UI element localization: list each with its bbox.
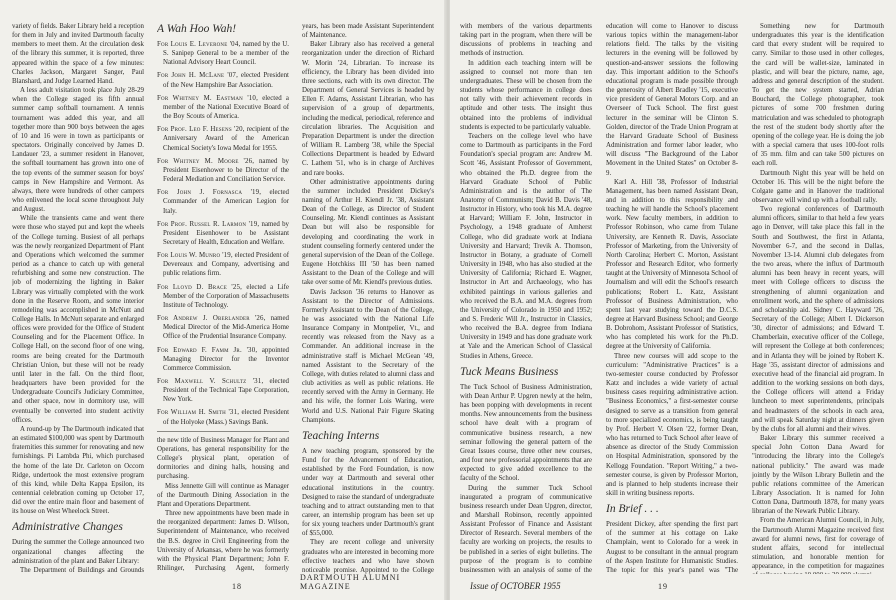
notice-item <box>157 40 289 67</box>
notice-text: elected a member of the National Executive Board of the Boy Scouts of America. <box>163 94 289 121</box>
page-number-right: 19 <box>658 582 668 591</box>
notice-text: recipient of the Anniversary Award of the American Chemical Society's Iowa Medal for 1955. <box>163 126 289 152</box>
notice-text: named by President Eisenhower to be Assistant Secretary of Health, Education and Welfare. <box>163 220 289 246</box>
notice-item <box>157 251 289 278</box>
notice-name: For Andrew J. Oberlander '26, <box>157 315 266 323</box>
notice-text: elected President of Devereaux and Company, advertising and public relations firm. <box>163 252 289 278</box>
body-paragraph: The Department of Buildings and Grounds <box>20 566 144 574</box>
notices-list <box>157 40 289 427</box>
body-paragraph: They are recent college and university graduates who are interested in becoming more effective teachers and who have shown noticeable promise. Appointed to the College <box>302 539 434 574</box>
right-column-2 <box>606 22 738 574</box>
notice-text: elected a Life Member of the Corporation of Massachusetts Institute of Technology. <box>163 283 289 309</box>
notice-name: For Maxwell V. Schultz '31, <box>157 378 264 385</box>
notice-name: For Whitney M. Moore '26, <box>157 157 255 165</box>
notice-item <box>157 220 289 247</box>
body-paragraph: While the transients came and went there were those who stayed put and kept the wheels of the College turning. Busiest of all perhaps was the newly reorganized Department of Plant and Operations which welcomed the summer period as a chance to catch up with general refurbishing and some new construction. The job of modernizing the lighting in Baker Library was virtually completed with the work done in the Reserve Room, and some interior remodeling was accomplished in McNutt and College Halls. In McNutt separate and enlarged offices were provided for the Office of Student Counseling and for the Placement Office. In College Hall, on the second floor of one wing, rooms are being created for the Dartmouth Christian Union, but these will not be ready until later in the fall. On the third floor, headquarters have been provided for the Undergraduate Council's Judiciary Committee, and other space, now in dormitory use, will eventually be converted into student activity offices. <box>12 215 144 424</box>
notice-text: named by the U. S. Sanipep General to be a member of the National Advisory Heart Council. <box>163 41 289 67</box>
notice-text: elected President of the New Hampshire Bar Association. <box>163 72 289 89</box>
body-paragraph: Two regional conferences of Dartmouth alumni officers, similar to that held a few years ago in Denver, will take place this fall in the South and Southwest, the first in Atlanta, November 6-7, and the second in Dallas, November 13-14. Alumni club delegates from the two areas, where the influx of Dartmouth alumni has been heavy in recent years, will meet with College officers to discuss the strengthening of alumni organization and enrollment work, and the sphere of admissions and scholarship aid. Sidney C. Hayward '26, Secretary of the College; Albert I. Dickerson '30, director of admissions; and Edward T. Chamberlain, executive officer of the College, will represent the College at both conferences; and in Atlanta they will be joined by Robert K. Hage '35, assistant director of admissions and executive head of the financial aid program. In addition to the working sessions on both days, the College officers will attend a Friday luncheon to meet superintendents, principals and headmasters of the schools in each area, and will speak Saturday night at dinners given by the clubs for all alumni and their wives. <box>752 206 884 433</box>
body-paragraph: the new title of Business Manager for Plant and Operations, has general responsibility for the College's physical plant, operation of dormitories and dining halls, housing and purchasing. <box>157 436 289 481</box>
notice-item <box>157 346 289 373</box>
notice-name: For Prof. Russel R. Larmon '19, <box>157 220 260 228</box>
notice-name: For William H. Smith '31, <box>157 409 240 417</box>
notice-text: named Medical Director of the Mid-America Home Office of the Prudential Insurance Company. <box>163 315 289 341</box>
body-paragraph: variety of fields. Baker Library held a reception for them in July and invited Dartmouth faculty members to meet them. At the circulation desk of the library this summer, it is reported, three appeared within the space of a few minutes: Charles Jackson, Margaret Sanger, Paul Blanshard, and Judge Learned Hand. <box>12 23 144 85</box>
section-heading-teaching-interns: Teaching Interns <box>302 429 380 442</box>
section-heading-tuck-means-business: Tuck Means Business <box>460 365 559 378</box>
notice-name: For John J. Fornasca '19, <box>157 189 262 197</box>
notice-name: For Edward F. Famm Jr. '30, <box>157 346 258 354</box>
body-paragraph: Baker Library also has received a general reorganization under the direction of Richard W. Morin '24, Librarian. To increase its efficiency, the Library has been divided into three sections, each with its own director. The Department of General Services is headed by Ellen F. Adams, Assistant Librarian, who has supervision of a group of departments, including the medical, periodical, reference and circulation libraries. The Acquisition and Preparation Department is under the direction of William R. Lamberg '38, while the Special Collections Department is headed by Edward C. Lathem '51, who is in charge of Archives and rare books. <box>302 41 434 177</box>
right-column-1 <box>460 22 592 574</box>
body-paragraph: Three new courses will add scope to the curriculum: "Administrative Practices" is a two-semester course conducted by Professor Katz and includes a wide variety of actual business cases requiring administrative action. "Business Economics," a first-semester course designed to serve as a transition from general to more specialized economics, is being taught by Prof. Herbert V. Olsen '22, former Dean, who has returned to Tuck School after leave of absence as director of the Study Commission on Hospital Administration, sponsored by the Kellogg Foundation. "Report Writing," a two-semester course, is given by Professor Morton, and is planned to help students increase their skill in writing business reports. <box>606 352 738 497</box>
left-column-1 <box>12 22 144 574</box>
body-paragraph: Baker Library this summer received a special John Cotton Dana Award for "introducing the library into the College's national publicity." The award was made jointly by the Wilson Library Bulletin and the public relations committee of the American Library Association. It is named for John Cotton Dana, Dartmouth 1878, for many years librarian of the Newark Public Library. <box>752 435 884 516</box>
notice-text: appointed Managing Director for the Inventor Commerce Commission. <box>163 346 289 372</box>
left-page <box>0 0 446 600</box>
body-paragraph: During the summer Tuck School inaugurated a program of communicative business research under Dean Upgren, director, and Marshall Robinson, recently appointed Assistant Professor of Finance and Assistant Director of Research. Several members of the faculty are working on projects, the results to be published in a series of eight bulletins. The purpose of the program is to combine businessmen with an analysis of some of the <box>460 484 592 574</box>
right-column-3 <box>752 22 884 574</box>
notice-name: For Louis W. Munro '19, <box>157 252 233 260</box>
section-heading-wah-hoo-wah: A Wah Hoo Wah! <box>157 23 237 35</box>
notice-item <box>157 125 289 152</box>
body-paragraph: President Dickey, after spending the first part of the summer at his cottage on Lake Champlain, went to Colorado for a week in August to be consultant in the annual program of the Aspen Institute for Humanistic Studies. The topic for this year's panel was "The <box>606 521 738 574</box>
body-paragraph: years, has been made Assistant Superintendent of Maintenance. <box>302 23 434 40</box>
issue-line: Issue of OCTOBER 1955 <box>470 581 561 591</box>
notice-name: For Prof. Leo F. Hesens '20, <box>157 126 245 134</box>
notice-text: elected President of the Holyoke (Mass.) Savings Bank. <box>163 409 289 426</box>
notice-text: named by President Eisenhower to be Director of the Federal Mediation and Conciliation Service. <box>163 157 289 184</box>
body-paragraph: Karl A. Hill '38, Professor of Industrial Management, has been named Assistant Dean, and in addition to this responsibility and teaching he will handle the School's placement work. New faculty members, in addition to Professor Robinson, who came from Tulane University, are Kenneth R. Davis, Associate Professor of Marketing, from the University of North Carolina; Herbert C. Morton, Assistant Professor and Research Editor, who formerly taught at the University of Minnesota School of Journalism and will edit the School's research publications; Robert L. Katz, Assistant Professor of Business Administration, who spent last year studying toward the D.C.S. degree at Harvard Business School; and George B. Dobrohom, Assistant Professor of Statistics, who has completed his work for the Ph.D. degree at the University of California. <box>606 178 738 351</box>
notice-item <box>157 94 289 121</box>
notice-name: For Lloyd D. Brace '25, <box>157 283 243 291</box>
notice-item <box>157 188 289 215</box>
body-paragraph: with members of the various departments taking part in the program, when there will be discussions of problems in teaching and methods of instruction. <box>460 23 592 58</box>
body-paragraph: A round-up by The Dartmouth indicated that an estimated $100,000 was spent by Dartmouth fraternities this summer for renovating and new furnishings. Pi Lambda Phi, which purchased the home of the late Dr. Carleton on Occom Ridge, undertook the most extensive program of this kind, while Delta Kappa Epsilon, its centennial celebration coming up October 17, did over the entire main floor and basement of its house on West Wheelock Street. <box>12 425 144 516</box>
notice-item <box>157 157 289 184</box>
body-paragraph: education will come to Hanover to discuss various topics within the management-labor relations field. The talks by the visiting lecturers in the evening will be followed by question-and-answer sessions the following day. This important addition to the School's educational program is made possible through the generosity of Albert Bradley '15, executive vice president of General Motors Corp. and an Overseer of Tuck School. The first guest lecturer in the seminar will be Clinton S. Golden, director of the Trade Union Program at the Harvard Graduate School of Business Administration and former labor leader, who will discuss "The Background of the Labor Movement in the United States" on October 8-9. <box>606 23 738 177</box>
body-paragraph: Three new appointments have been made in the reorganized department: James D. Wilson, Superintendent of Maintenance, who received the B.S. degree in Civil Engineering from the University of Arkansas, where he was formerly with the Physical Plant Department; John F. Rhilinger, Purchasing Agent, formerly <box>157 510 289 572</box>
left-column-2 <box>157 22 289 574</box>
section-heading-administrative-changes: Administrative Changes <box>12 521 123 534</box>
magazine-name: DARTMOUTH ALUMNI MAGAZINE <box>300 573 401 591</box>
body-paragraph: In addition each teaching intern will be assigned to counsel not more than ten undergraduates. These will be chosen from the students whose performance in college does not tally with their achievement records in aptitude and other tests. The insight thus obtained into the problems of individual students is expected to be particularly valuable. <box>460 59 592 131</box>
notice-item <box>157 314 289 341</box>
body-paragraph: A new teaching program, sponsored by the Fund for the Advancement of Education, established by the Ford Foundation, is now under way at Dartmouth and several other educational institutions in the country. Designed to raise the standard of undergraduate teaching and to attract outstanding men to that career, an internship program has been set up for six young teachers under Dartmouth's grant of $55,000. <box>302 447 434 538</box>
page-number-left: 18 <box>232 582 242 591</box>
body-paragraph: During the summer the College announced two organizational changes affecting the administration of the plant and Baker Library: <box>12 539 144 565</box>
notice-text: elected Commander of the American Legion for Italy. <box>163 189 289 215</box>
body-paragraph: Other administrative appointments during the summer included President Dickey's naming of Arthur H. Kiendl Jr. '38, Assistant Dean of the College, as Director of Student Counseling. Mr. Kiendl continues as Assistant Dean but will also be responsible for developing and coordinating the work in student counseling formerly centered under the general supervision of the Dean of the College. Eugene Hotchkiss III '50 has been named Assistant to the Dean of the College and will take over some of Mr. Kiendl's previous duties. <box>302 178 434 287</box>
notice-name: For Whitney M. Eastman '10, <box>157 94 258 102</box>
body-paragraph: From the American Alumni Council, in July, the Dartmouth Alumni Magazine received first award for alumni news, first for coverage of student affairs, second for intellectual stimulation, and honorable mention for appearance, in the competition for magazines <box>752 517 884 571</box>
body-paragraph: The Tuck School of Business Administration, with Dean Arthur P. Upgren newly at the helm, has been popping with developments in recent months. New announcements from the business school have dealt with a program of communicative business research, a new seminar following the general pattern of the Great Issues course, three other new courses, and four new professorial appointments that are expected to give added excellence to the faculty of the School. <box>460 383 592 483</box>
notice-text: elected President of the Technical Tape Corporation, New York. <box>163 378 289 404</box>
section-heading-in-brief: In Brief . . . <box>606 503 659 516</box>
body-paragraph: Teachers on the college level who have come to Dartmouth as participants in the Ford Foundation's special program are: Andrew M. Scott '46, Assistant Professor of Government, who obtained the Ph.D. degree from the Harvard Graduate School of Public Administration and is the author of The Anatomy of Communism; David B. Davis '48, Instructor in History, who took his M.A. degree at Harvard; William F. John, Instructor in Psychology, a 1948 graduate of Amherst College, who did graduate work at Indiana University and Harvard; Trevik A. Thomson, Instructor in Botany, a graduate of Cornell University in 1948, who has also studied at the University of California; Richard E. Wagner, Instructor in Art and Archaeology, who has exhibited paintings in various galleries and who received the B.A. and M.A. degrees from the University of Colorado in 1950 and 1952; and S. Frederic Will Jr., Instructor in Classics, who received the B.A. degree from Indiana University in 1949 and has done graduate work at Yale and the American School of Classical Studies in Athens, Greece. <box>460 132 592 360</box>
notice-name: For Louis E. Leverone '04, <box>157 41 241 48</box>
notice-item <box>157 408 289 426</box>
notice-item <box>157 377 289 404</box>
right-page <box>450 0 896 600</box>
left-column-3 <box>302 22 434 574</box>
divider <box>157 431 289 432</box>
body-paragraph: Dartmouth Night this year will be held on October 16. This will be the night before the Colgate game and in Hanover the traditional observance will wind up with a football rally. <box>752 169 884 204</box>
body-paragraph: Something new for Dartmouth undergraduates this year is the identification card that every student will be required to carry. Similar to those used in other colleges, the card will be wallet-size, laminated in plastic, and will bear the picture, name, age, address and general description of the student. To get the new system started, Adrian Bouchard, the College photographer, took pictures of some 700 freshmen during matriculation and was scheduled to photograph the rest of the student body shortly after the opening of the college year. He is doing the job with a special camera that uses 100-foot rolls of 35 mm. film and can take 500 pictures on each roll. <box>752 23 884 168</box>
body-paragraph: Davis Jackson '36 returns to Hanover as Assistant to the Director of Admissions. Formerly Assistant to the Dean of the College, he was associated with the National Life Insurance Company in Montpelier, Vt., and recently was released from the Navy as a Commander. An additional increase in the administrative staff is Michael McGean '49, named Assistant to the Secretary of the College, with duties related to alumni class and club activities as well as public relations. He recently served with the Army in Germany. He and his wife, the former Lois Waring, were World and U.S. National Pair Figure Skating Champions. <box>302 288 434 424</box>
notice-item <box>157 71 289 89</box>
notice-item <box>157 283 289 310</box>
body-paragraph: Miss Jennette Gill will continue as Manager of the Dartmouth Dining Association in the Plant and Operations Department. <box>157 482 289 508</box>
notice-name: For John H. McLane '07, <box>157 72 239 80</box>
body-paragraph: A less adult visitation took place July 28-29 when the College staged its fifth annual summer camp softball tournament. A tennis tournament was added this year, and all together more than 900 boys between the ages of 10 and 16 were in town as participants or spectators. Originally conceived by James D. Landauer '23, a summer resident in Hanover, the softball tournament has grown into one of the top events of the summer season for boys' camps in New Hampshire and Vermont. As always, there were hundreds of other campers who enlivened the local scene throughout July and August. <box>12 87 144 214</box>
